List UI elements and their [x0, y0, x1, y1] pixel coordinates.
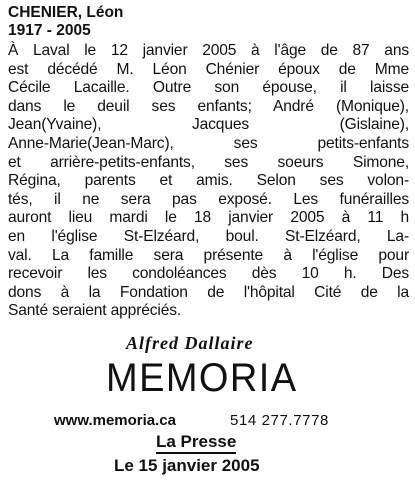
obituary-line: Régina, parents et amis. Selon ses volon-	[8, 172, 409, 190]
website-text: www.memoria.ca	[54, 412, 176, 429]
obituary-text	[8, 42, 409, 321]
obituary-line: dans le deuil ses enfants; André (Monique),	[8, 97, 409, 115]
obituary-line: recevoir les condoléances dès 10 h. Des	[8, 265, 409, 283]
obituary-line: tés, il ne sera pas exposé. Les funérailles	[8, 190, 409, 208]
obituary-line: Jean(Yvaine), Jacques (Gislaine),	[8, 116, 409, 134]
obituary-line: Cécile Lacaille. Outre son épouse, il laisse	[8, 79, 409, 97]
obituary-line: Santé seraient appréciés.	[8, 302, 182, 320]
obituary-notice	[8, 4, 409, 321]
obituary-line: Anne-Marie(Jean-Marc), ses petits-enfants	[8, 134, 409, 152]
publication-date: Le 15 janvier 2005	[114, 456, 260, 475]
funeral-director-logo: Alfred Dallaire	[126, 333, 254, 353]
publication-source: La Presse	[156, 432, 236, 454]
obituary-line: est décédé M. Léon Chénier époux de Mme	[8, 60, 409, 78]
obituary-line: auront lieu mardi le 18 janvier 2005 à 11 h	[8, 209, 409, 227]
deceased-name: CHENIER, Léon	[8, 4, 124, 21]
obituary-line: dons à la Fondation de l'hôpital Cité de la	[8, 283, 409, 301]
obituary-line: val. La famille sera présente à l'église pour	[8, 246, 409, 264]
phone-number: 514 277.7778	[230, 412, 329, 429]
memoria-logo: MEMORIA	[106, 356, 298, 400]
obituary-line: À Laval le 12 janvier 2005 à l'âge de 87 ans	[8, 42, 409, 59]
obituary-line: et arrière-petits-enfants, ses soeurs Simone,	[8, 153, 409, 171]
obituary-line: en l'église St-Elzéard, boul. St-Elzéard, La-	[8, 227, 409, 245]
life-dates: 1917 - 2005	[8, 22, 91, 39]
